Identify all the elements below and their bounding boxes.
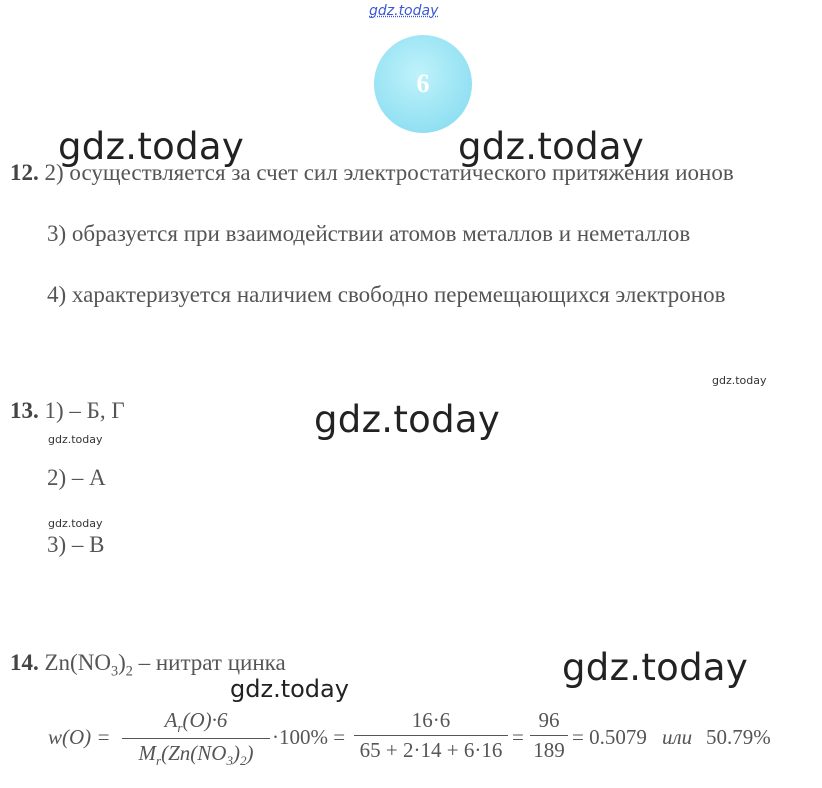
- task12-line-1: [10, 160, 734, 186]
- watermark-small-1: gdz.today: [712, 374, 767, 387]
- page-number: 6: [416, 69, 430, 98]
- task12-number: 12.: [10, 160, 39, 185]
- fraction-1: $A_r(O)\cdot 6$ $M_r(Zn(NO_3)_2)$: [122, 708, 270, 769]
- watermark-5: gdz.today: [230, 675, 349, 703]
- task13-item-3: 3) – В: [47, 532, 105, 557]
- task13-item-1: 1) – Б, Г: [44, 398, 125, 423]
- result-value: = 0.5079: [572, 725, 647, 749]
- task13-item-2: 2) – А: [47, 465, 106, 490]
- task14-name: – нитрат цинка: [132, 650, 286, 675]
- task12-item-3: 3) образуется при взаимодействии атомов металлов и неметаллов: [47, 221, 691, 246]
- task13-number: 13.: [10, 398, 39, 423]
- times-100: ·100% =: [272, 725, 346, 749]
- top-watermark: gdz.today: [369, 3, 439, 19]
- task12-item-4: 4) характеризуется наличием свободно перемещающихся электронов: [47, 282, 726, 307]
- fraction-3: 96 189: [530, 708, 568, 763]
- or-word: или: [662, 725, 693, 749]
- task14-line-1: [10, 650, 286, 681]
- watermark-3: gdz.today: [314, 398, 501, 441]
- watermark-small-3: gdz.today: [48, 517, 103, 530]
- task13-line-1: [10, 398, 125, 424]
- task14-number: 14.: [10, 650, 39, 675]
- fraction-2: 16·6 65 + 2·14 + 6·16: [354, 708, 508, 763]
- watermark-1: gdz.today: [58, 125, 245, 168]
- watermark-4: gdz.today: [562, 646, 749, 689]
- formula-lhs: w(O) =: [48, 725, 111, 749]
- result-percent: 50.79%: [706, 725, 771, 749]
- page-number-badge: [374, 35, 472, 133]
- watermark-small-2: gdz.today: [48, 433, 103, 446]
- equals: =: [512, 725, 524, 749]
- watermark-2: gdz.today: [458, 125, 645, 168]
- task14-formula: $Zn(NO_3)_2$: [44, 650, 133, 680]
- task12-item-2: 2) осуществляется за счет сил электростатического притяжения ионов: [44, 160, 734, 185]
